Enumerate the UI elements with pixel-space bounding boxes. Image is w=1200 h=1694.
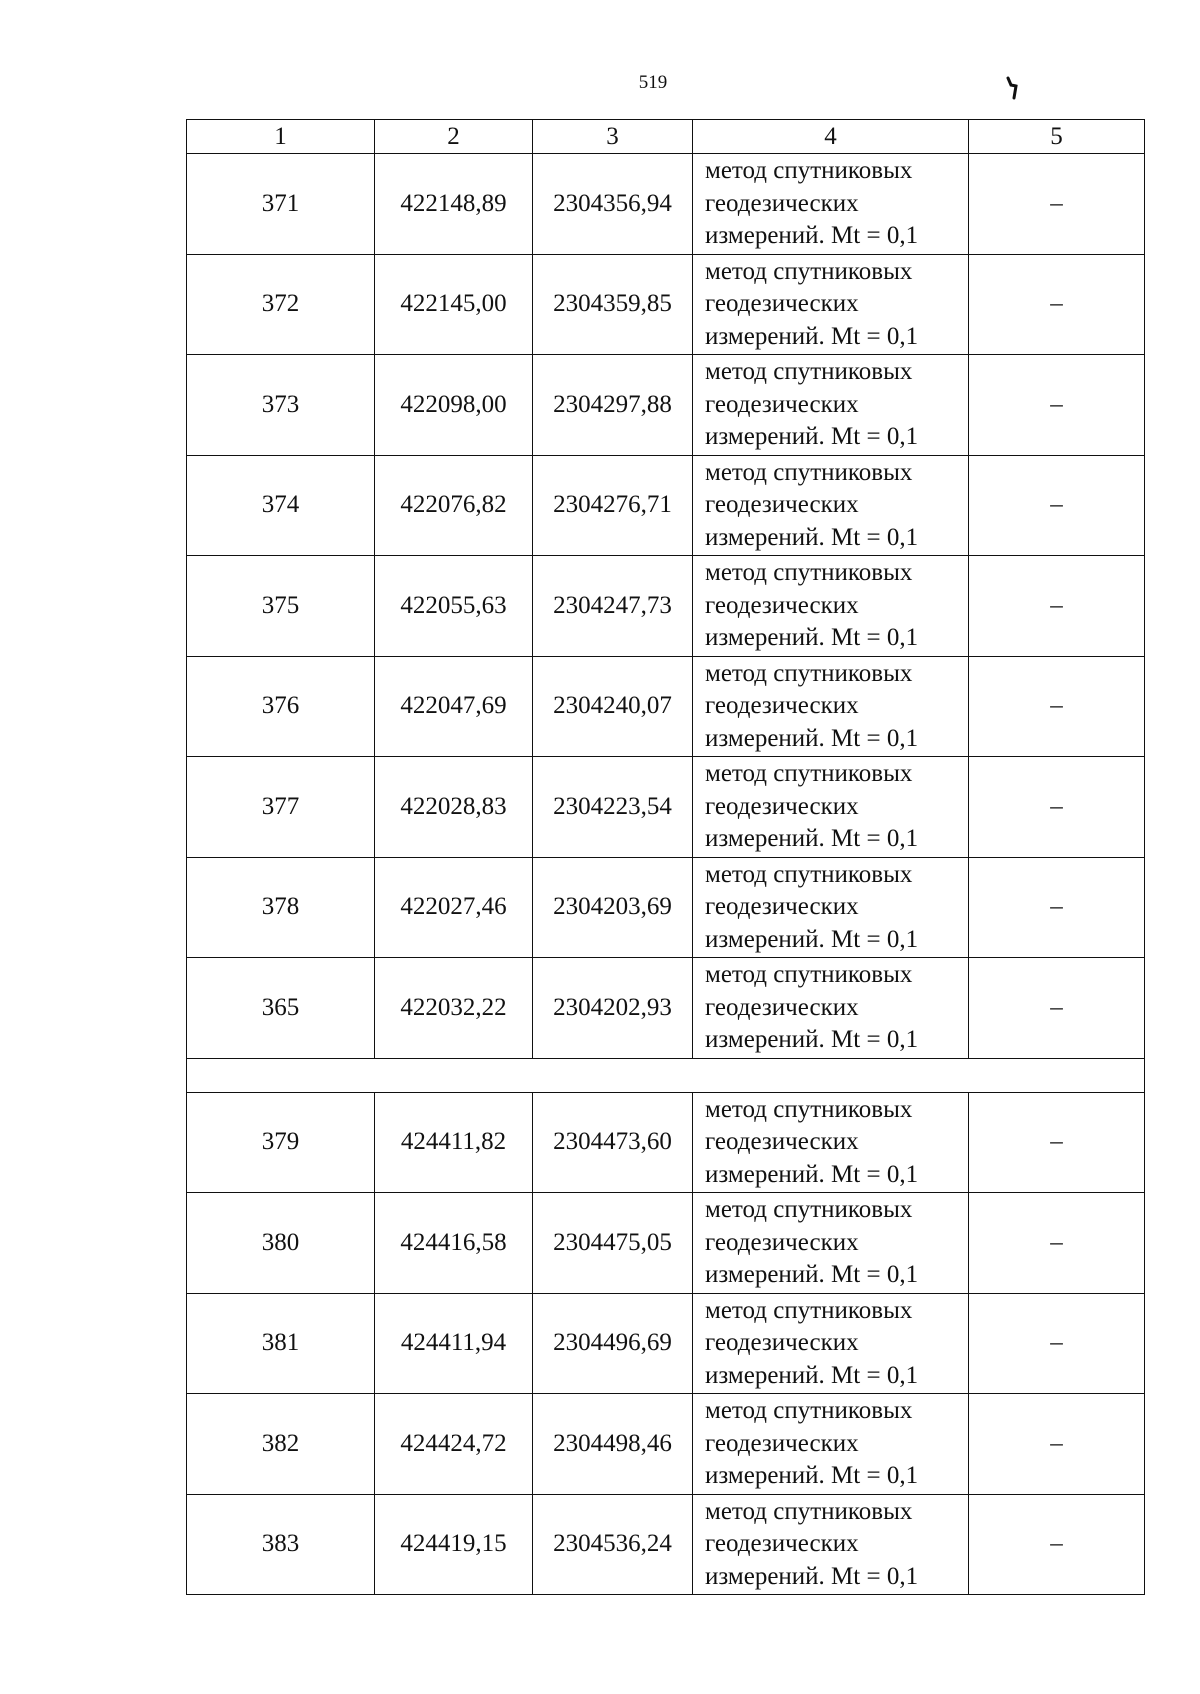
- method-line: метод спутниковых: [705, 659, 913, 687]
- method-line: метод спутниковых: [705, 458, 913, 486]
- table-row: [187, 1193, 1145, 1294]
- method-cell: [693, 1394, 969, 1495]
- table-row: [187, 1494, 1145, 1595]
- y-coordinate-cell: 2304240,07: [533, 656, 693, 757]
- point-number-cell: 375: [187, 556, 375, 657]
- method-line: измерений. Mt = 0,1: [705, 1026, 919, 1053]
- method-line: метод спутниковых: [705, 1095, 913, 1123]
- method-line: геодезических: [705, 1329, 859, 1356]
- method-line: измерений. Mt = 0,1: [705, 222, 919, 249]
- method-line: геодезических: [705, 189, 859, 217]
- x-coordinate-cell: 422047,69: [375, 656, 533, 757]
- method-line: метод спутниковых: [705, 157, 913, 184]
- method-line: метод спутниковых: [705, 1497, 913, 1525]
- x-coordinate-cell: 422076,82: [375, 455, 533, 556]
- section-divider-cell: [187, 1058, 1145, 1092]
- table-row: [187, 254, 1145, 355]
- method-cell: [693, 154, 969, 255]
- y-coordinate-cell: 2304473,60: [533, 1092, 693, 1193]
- method-line: геодезических: [705, 1228, 859, 1256]
- method-line: геодезических: [705, 1128, 859, 1155]
- method-line: геодезических: [705, 290, 859, 317]
- y-coordinate-cell: 2304356,94: [533, 154, 693, 255]
- table-row: [187, 154, 1145, 255]
- point-number-cell: 371: [187, 154, 375, 255]
- table-row: [187, 958, 1145, 1059]
- method-line: измерений. Mt = 0,1: [705, 1261, 919, 1288]
- y-coordinate-cell: 2304359,85: [533, 254, 693, 355]
- section-divider-row: [187, 1058, 1145, 1092]
- method-line: геодезических: [705, 1429, 859, 1457]
- method-line: метод спутниковых: [705, 1397, 913, 1424]
- y-coordinate-cell: 2304247,73: [533, 556, 693, 657]
- scan-mark-icon: [1005, 76, 1021, 100]
- method-cell: [693, 355, 969, 456]
- method-line: геодезических: [705, 1530, 859, 1557]
- method-line: измерений. Mt = 0,1: [705, 322, 919, 350]
- table-row: [187, 857, 1145, 958]
- method-line: геодезических: [705, 893, 859, 920]
- method-line: измерений. Mt = 0,1: [705, 925, 919, 953]
- table-row: [187, 556, 1145, 657]
- point-number-cell: 383: [187, 1494, 375, 1595]
- point-number-cell: 381: [187, 1293, 375, 1394]
- method-line: метод спутниковых: [705, 1296, 913, 1324]
- header-cell-5: 5: [969, 120, 1145, 154]
- method-line: измерений. Mt = 0,1: [705, 825, 919, 852]
- method-line: метод спутниковых: [705, 559, 913, 586]
- note-cell: –: [969, 857, 1145, 958]
- table-row: [187, 656, 1145, 757]
- x-coordinate-cell: 424419,15: [375, 1494, 533, 1595]
- header-cell-1: 1: [187, 120, 375, 154]
- note-cell: –: [969, 656, 1145, 757]
- x-coordinate-cell: 424411,82: [375, 1092, 533, 1193]
- note-cell: –: [969, 1092, 1145, 1193]
- method-cell: [693, 455, 969, 556]
- method-cell: [693, 656, 969, 757]
- y-coordinate-cell: 2304498,46: [533, 1394, 693, 1495]
- y-coordinate-cell: 2304223,54: [533, 757, 693, 858]
- method-line: геодезических: [705, 390, 859, 418]
- method-line: геодезических: [705, 792, 859, 820]
- method-line: метод спутниковых: [705, 860, 913, 888]
- method-line: метод спутниковых: [705, 358, 913, 385]
- x-coordinate-cell: 422148,89: [375, 154, 533, 255]
- table-row: [187, 1293, 1145, 1394]
- method-line: геодезических: [705, 491, 859, 518]
- method-line: измерений. Mt = 0,1: [705, 1361, 919, 1389]
- note-cell: –: [969, 355, 1145, 456]
- x-coordinate-cell: 424411,94: [375, 1293, 533, 1394]
- note-cell: –: [969, 455, 1145, 556]
- note-cell: –: [969, 556, 1145, 657]
- x-coordinate-cell: 424424,72: [375, 1394, 533, 1495]
- method-line: измерений. Mt = 0,1: [705, 1562, 919, 1590]
- method-cell: [693, 1193, 969, 1294]
- note-cell: –: [969, 1293, 1145, 1394]
- method-cell: [693, 1092, 969, 1193]
- note-cell: –: [969, 254, 1145, 355]
- coordinates-table-body: [187, 120, 1145, 1595]
- y-coordinate-cell: 2304297,88: [533, 355, 693, 456]
- header-row: [187, 120, 1145, 154]
- method-cell: [693, 254, 969, 355]
- x-coordinate-cell: 422055,63: [375, 556, 533, 657]
- method-cell: [693, 556, 969, 657]
- point-number-cell: 378: [187, 857, 375, 958]
- table-row: [187, 1092, 1145, 1193]
- point-number-cell: 373: [187, 355, 375, 456]
- note-cell: –: [969, 154, 1145, 255]
- x-coordinate-cell: 422028,83: [375, 757, 533, 858]
- method-line: измерений. Mt = 0,1: [705, 423, 919, 450]
- y-coordinate-cell: 2304203,69: [533, 857, 693, 958]
- note-cell: –: [969, 1193, 1145, 1294]
- x-coordinate-cell: 424416,58: [375, 1193, 533, 1294]
- point-number-cell: 376: [187, 656, 375, 757]
- method-cell: [693, 757, 969, 858]
- table-row: [187, 455, 1145, 556]
- method-line: измерений. Mt = 0,1: [705, 724, 919, 752]
- method-line: метод спутниковых: [705, 961, 913, 988]
- note-cell: –: [969, 1394, 1145, 1495]
- y-coordinate-cell: 2304276,71: [533, 455, 693, 556]
- method-cell: [693, 857, 969, 958]
- note-cell: –: [969, 958, 1145, 1059]
- point-number-cell: 365: [187, 958, 375, 1059]
- note-cell: –: [969, 757, 1145, 858]
- point-number-cell: 379: [187, 1092, 375, 1193]
- method-cell: [693, 1494, 969, 1595]
- method-line: метод спутниковых: [705, 760, 913, 787]
- table-row: [187, 757, 1145, 858]
- point-number-cell: 374: [187, 455, 375, 556]
- method-line: измерений. Mt = 0,1: [705, 1160, 919, 1188]
- method-line: измерений. Mt = 0,1: [705, 1462, 919, 1489]
- point-number-cell: 382: [187, 1394, 375, 1495]
- header-cell-4: 4: [693, 120, 969, 154]
- table-row: [187, 1394, 1145, 1495]
- method-line: геодезических: [705, 692, 859, 719]
- header-cell-3: 3: [533, 120, 693, 154]
- y-coordinate-cell: 2304475,05: [533, 1193, 693, 1294]
- y-coordinate-cell: 2304536,24: [533, 1494, 693, 1595]
- x-coordinate-cell: 422145,00: [375, 254, 533, 355]
- table-row: [187, 355, 1145, 456]
- method-line: измерений. Mt = 0,1: [705, 624, 919, 651]
- x-coordinate-cell: 422098,00: [375, 355, 533, 456]
- point-number-cell: 380: [187, 1193, 375, 1294]
- method-cell: [693, 958, 969, 1059]
- method-cell: [693, 1293, 969, 1394]
- coordinates-table: [186, 119, 1145, 1595]
- method-line: измерений. Mt = 0,1: [705, 523, 919, 551]
- x-coordinate-cell: 422032,22: [375, 958, 533, 1059]
- y-coordinate-cell: 2304202,93: [533, 958, 693, 1059]
- header-cell-2: 2: [375, 120, 533, 154]
- method-line: геодезических: [705, 591, 859, 619]
- method-line: геодезических: [705, 993, 859, 1021]
- page-number: 519: [638, 72, 668, 93]
- y-coordinate-cell: 2304496,69: [533, 1293, 693, 1394]
- method-line: метод спутниковых: [705, 1196, 913, 1223]
- note-cell: –: [969, 1494, 1145, 1595]
- point-number-cell: 377: [187, 757, 375, 858]
- point-number-cell: 372: [187, 254, 375, 355]
- x-coordinate-cell: 422027,46: [375, 857, 533, 958]
- method-line: метод спутниковых: [705, 257, 913, 285]
